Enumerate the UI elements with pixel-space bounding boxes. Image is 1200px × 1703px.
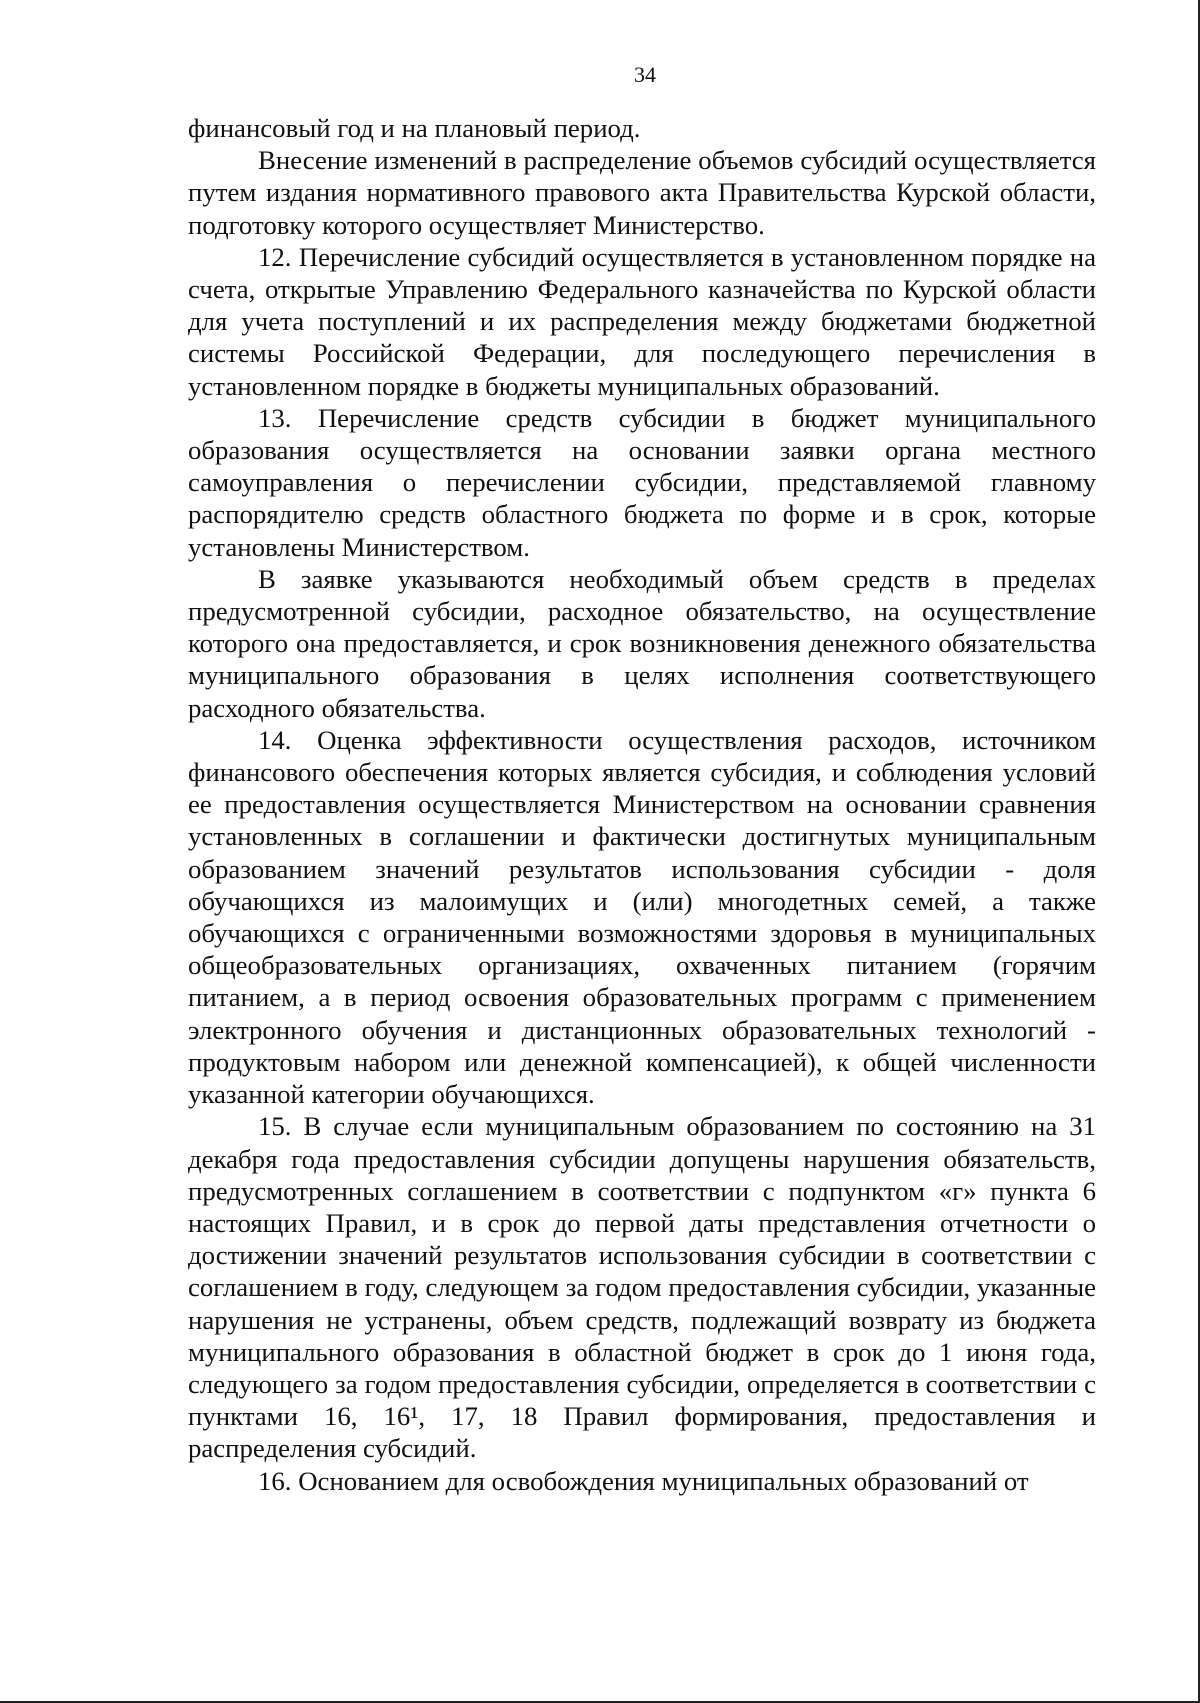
paragraph-changes: Внесение изменений в распределение объемов субсидий осуществляется путем издания нормативного правового акта Правительства Курской области, подготовку которого осуществляет Министерство. — [188, 145, 1096, 240]
paragraph-15: 15. В случае если муниципальным образованием по состоянию на 31 декабря года предоставления субсидии допущены нарушения обязательств, предусмотренных соглашением в соответствии с подпунктом «г» пункта 6 настоящих Правил, и в срок до первой даты представления отчетности о достижении значений результатов использования субсидии в соответствии с соглашением в году, следующем за годом предоставления субсидии, указанные нарушения не устранены, объем средств, подлежащий возврату из бюджета муниципального образования в областной бюджет в срок до 1 июня года, следующего за годом предоставления субсидии, определяется в соответствии с пунктами 16, 16¹, 17, 18 Правил формирования, предоставления и распределения субсидий. — [188, 1111, 1096, 1464]
paragraph-14: 14. Оценка эффективности осуществления расходов, источником финансового обеспечения которых является субсидия, и соблюдения условий ее предоставления осуществляется Министерством на основании сравнения установленных в соглашении и фактически достигнутых муниципальным образованием значений результатов использования субсидии - доля обучающихся из малоимущих и (или) многодетных семей, а также обучающихся с ограниченными возможностями здоровья в муниципальных общеобразовательных организациях, охваченных питанием (горячим питанием, а в период освоения образовательных программ с применением электронного обучения и дистанционных образовательных технологий - продуктовым набором или денежной компенсацией), к общей численности указанной категории обучающихся. — [188, 724, 1096, 1110]
paragraph-12: 12. Перечисление субсидий осуществляется в установленном порядке на счета, открытые Управлению Федерального казначейства по Курской области для учета поступлений и их распределения между бюджетами бюджетной системы Российской Федерации, для последующего перечисления в установленном порядке в бюджеты муниципальных образований. — [188, 241, 1096, 401]
paragraph-16: 16. Основанием для освобождения муниципальных образований от — [258, 1465, 1029, 1496]
paragraph-13: 13. Перечисление средств субсидии в бюджет муниципального образования осуществляется на основании заявки органа местного самоуправления о перечислении субсидии, представляемой главному распорядителю средств областного бюджета по форме и в срок, которые установлены Министерством. — [188, 402, 1096, 562]
paragraph-application: В заявке указываются необходимый объем средств в пределах предусмотренной субсидии, расходное обязательство, на осуществление которого она предоставляется, и срок возникновения денежного обязательства муниципального образования в целях исполнения соответствующего расходного обязательства. — [188, 563, 1096, 723]
document-body — [188, 112, 1096, 1497]
paragraph-continuation: финансовый год и на плановый период. — [188, 113, 641, 143]
page-number: 34 — [634, 62, 656, 87]
